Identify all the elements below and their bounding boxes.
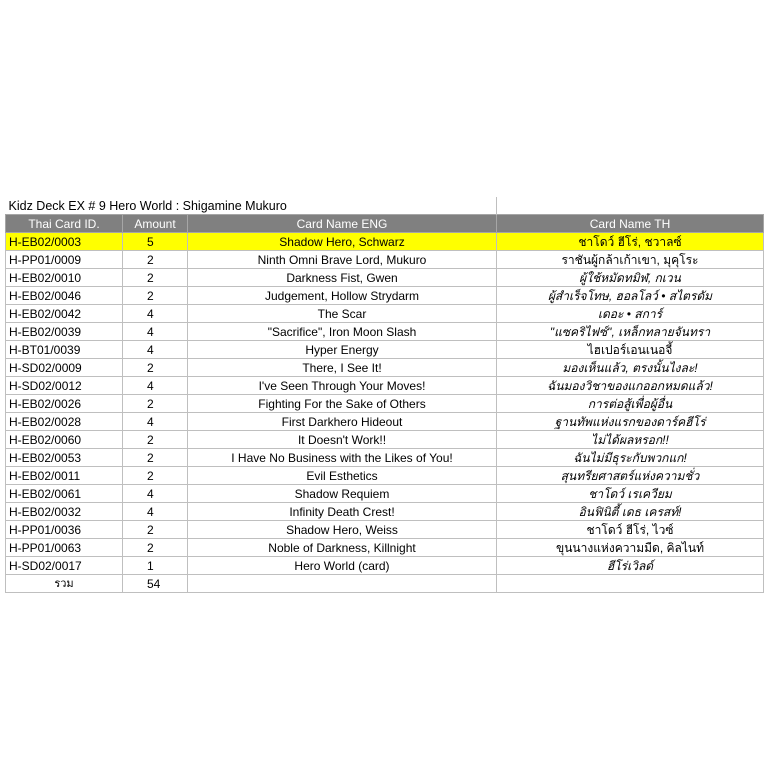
card-name-th-cell[interactable]: "แซคริไฟซ์", เหล็กทลายจันทรา	[497, 323, 764, 341]
card-name-eng-cell[interactable]: Ninth Omni Brave Lord, Mukuro	[188, 251, 497, 269]
card-name-eng-cell[interactable]: Hero World (card)	[188, 557, 497, 575]
amount-cell[interactable]: 2	[123, 269, 188, 287]
card-id-cell[interactable]: H-PP01/0009	[6, 251, 123, 269]
card-id-cell[interactable]: H-EB02/0053	[6, 449, 123, 467]
table-row	[6, 395, 764, 413]
table-row	[6, 305, 764, 323]
card-name-eng-cell[interactable]: The Scar	[188, 305, 497, 323]
card-id-cell[interactable]: H-EB02/0042	[6, 305, 123, 323]
amount-cell[interactable]: 4	[123, 341, 188, 359]
card-name-th-cell[interactable]: เดอะ • สการ์	[497, 305, 764, 323]
header-amount[interactable]: Amount	[123, 215, 188, 233]
table-row	[6, 557, 764, 575]
card-id-cell[interactable]: H-PP01/0063	[6, 539, 123, 557]
table-row	[6, 521, 764, 539]
card-id-cell[interactable]: H-EB02/0026	[6, 395, 123, 413]
card-name-eng-cell[interactable]: Noble of Darkness, Killnight	[188, 539, 497, 557]
title-row	[6, 197, 764, 215]
total-amount-cell[interactable]: 54	[123, 575, 188, 593]
empty-cell[interactable]	[188, 575, 497, 593]
table-row	[6, 377, 764, 395]
card-name-th-cell[interactable]: ผู้สำเร็จโทษ, ฮอลโลว์ • สไตรดัม	[497, 287, 764, 305]
card-name-th-cell[interactable]: ฉันมองวิชาของแกออกหมดแล้ว!	[497, 377, 764, 395]
header-card-name-eng[interactable]: Card Name ENG	[188, 215, 497, 233]
amount-cell[interactable]: 2	[123, 449, 188, 467]
card-name-eng-cell[interactable]: Shadow Requiem	[188, 485, 497, 503]
card-name-th-cell[interactable]: ชาโดว์ เรเควียม	[497, 485, 764, 503]
table-row	[6, 449, 764, 467]
amount-cell[interactable]: 4	[123, 377, 188, 395]
table-row	[6, 359, 764, 377]
amount-cell[interactable]: 4	[123, 323, 188, 341]
title-empty-cell[interactable]	[497, 197, 764, 215]
table-row	[6, 341, 764, 359]
card-name-th-cell[interactable]: สุนทรียศาสตร์แห่งความชั่ว	[497, 467, 764, 485]
card-id-cell[interactable]: H-SD02/0012	[6, 377, 123, 395]
card-name-th-cell[interactable]: ราชันผู้กล้าเก้าเขา, มุคุโระ	[497, 251, 764, 269]
table-row	[6, 413, 764, 431]
card-name-th-cell[interactable]: ชาโดว์ ฮีโร่, ไวซ์	[497, 521, 764, 539]
card-id-cell[interactable]: H-SD02/0009	[6, 359, 123, 377]
card-name-eng-cell[interactable]: "Sacrifice", Iron Moon Slash	[188, 323, 497, 341]
card-id-cell[interactable]: H-BT01/0039	[6, 341, 123, 359]
header-row	[6, 215, 764, 233]
card-name-eng-cell[interactable]: Hyper Energy	[188, 341, 497, 359]
card-id-cell[interactable]: H-SD02/0017	[6, 557, 123, 575]
amount-cell[interactable]: 2	[123, 251, 188, 269]
total-row	[6, 575, 764, 593]
card-name-th-cell[interactable]: ฮีโร่เวิลด์	[497, 557, 764, 575]
card-name-eng-cell[interactable]: Shadow Hero, Schwarz	[188, 233, 497, 251]
card-name-eng-cell[interactable]: It Doesn't Work!!	[188, 431, 497, 449]
card-id-cell[interactable]: H-EB02/0003	[6, 233, 123, 251]
amount-cell[interactable]: 4	[123, 305, 188, 323]
table-row	[6, 323, 764, 341]
header-card-name-th[interactable]: Card Name TH	[497, 215, 764, 233]
empty-cell[interactable]	[497, 575, 764, 593]
amount-cell[interactable]: 4	[123, 485, 188, 503]
card-name-eng-cell[interactable]: First Darkhero Hideout	[188, 413, 497, 431]
card-name-th-cell[interactable]: ฉันไม่มีธุระกับพวกแก!	[497, 449, 764, 467]
amount-cell[interactable]: 4	[123, 413, 188, 431]
card-name-eng-cell[interactable]: Fighting For the Sake of Others	[188, 395, 497, 413]
table-row	[6, 287, 764, 305]
table-row	[6, 233, 764, 251]
card-id-cell[interactable]: H-EB02/0046	[6, 287, 123, 305]
amount-cell[interactable]: 5	[123, 233, 188, 251]
card-name-th-cell[interactable]: ไม่ได้ผลหรอก!!	[497, 431, 764, 449]
amount-cell[interactable]: 2	[123, 467, 188, 485]
table-row	[6, 251, 764, 269]
header-thai-card-id[interactable]: Thai Card ID.	[6, 215, 123, 233]
card-id-cell[interactable]: H-EB02/0060	[6, 431, 123, 449]
card-name-eng-cell[interactable]: I've Seen Through Your Moves!	[188, 377, 497, 395]
amount-cell[interactable]: 2	[123, 395, 188, 413]
card-name-th-cell[interactable]: มองเห็นแล้ว, ตรงนั้นไงละ!	[497, 359, 764, 377]
amount-cell[interactable]: 4	[123, 503, 188, 521]
amount-cell[interactable]: 2	[123, 521, 188, 539]
amount-cell[interactable]: 2	[123, 431, 188, 449]
total-label-cell[interactable]: รวม	[6, 575, 123, 593]
table-row	[6, 539, 764, 557]
card-id-cell[interactable]: H-EB02/0039	[6, 323, 123, 341]
card-id-cell[interactable]: H-EB02/0028	[6, 413, 123, 431]
card-name-th-cell[interactable]: อินฟินิตี้ เดธ เครสท์!	[497, 503, 764, 521]
table-row	[6, 485, 764, 503]
card-name-eng-cell[interactable]: Evil Esthetics	[188, 467, 497, 485]
card-name-th-cell[interactable]: ไฮเปอร์เอนเนอจี้	[497, 341, 764, 359]
sheet-title[interactable]: Kidz Deck EX # 9 Hero World : Shigamine Mukuro	[8, 198, 287, 213]
card-id-cell[interactable]: H-EB02/0032	[6, 503, 123, 521]
amount-cell[interactable]: 2	[123, 359, 188, 377]
deck-spreadsheet	[5, 197, 763, 593]
card-name-eng-cell[interactable]: I Have No Business with the Likes of You!	[188, 449, 497, 467]
table-row	[6, 467, 764, 485]
amount-cell[interactable]: 2	[123, 287, 188, 305]
card-id-cell[interactable]: H-PP01/0036	[6, 521, 123, 539]
amount-cell[interactable]: 1	[123, 557, 188, 575]
card-name-th-cell[interactable]: ชาโดว์ ฮีโร่, ชวาลซ์	[497, 233, 764, 251]
card-name-eng-cell[interactable]: Infinity Death Crest!	[188, 503, 497, 521]
card-name-th-cell[interactable]: ฐานทัพแห่งแรกของดาร์คฮีโร่	[497, 413, 764, 431]
card-name-th-cell[interactable]: การต่อสู้เพื่อผู้อื่น	[497, 395, 764, 413]
card-id-cell[interactable]: H-EB02/0061	[6, 485, 123, 503]
card-name-eng-cell[interactable]: Judgement, Hollow Strydarm	[188, 287, 497, 305]
table-row	[6, 269, 764, 287]
card-name-eng-cell[interactable]: Shadow Hero, Weiss	[188, 521, 497, 539]
card-id-cell[interactable]: H-EB02/0011	[6, 467, 123, 485]
card-name-eng-cell[interactable]: Darkness Fist, Gwen	[188, 269, 497, 287]
deck-table	[5, 197, 764, 593]
card-id-cell[interactable]: H-EB02/0010	[6, 269, 123, 287]
amount-cell[interactable]: 2	[123, 539, 188, 557]
table-row	[6, 431, 764, 449]
card-name-th-cell[interactable]: ขุนนางแห่งความมืด, คิลไนท์	[497, 539, 764, 557]
card-name-th-cell[interactable]: ผู้ใช้หมัดทมิฬ, กเวน	[497, 269, 764, 287]
card-name-eng-cell[interactable]: There, I See It!	[188, 359, 497, 377]
table-row	[6, 503, 764, 521]
